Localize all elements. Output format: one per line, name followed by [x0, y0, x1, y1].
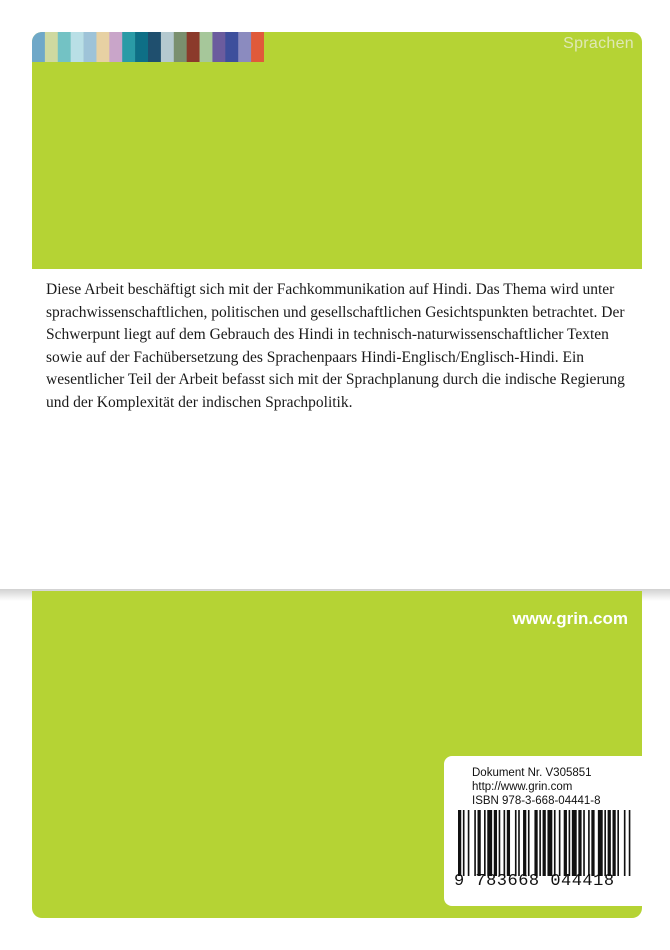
barcode-bar	[494, 810, 497, 876]
color-stripes	[32, 32, 264, 62]
barcode-bar	[515, 810, 517, 876]
barcode-graphic	[454, 810, 636, 876]
barcode-bar	[591, 810, 594, 876]
barcode-bar	[478, 810, 481, 876]
blurb-text: Diese Arbeit beschäftigt sich mit der Fachkommunikation auf Hindi. Das Thema wird unter sprachwissenschaftlichen, politischen und gesellschaftlichen Gesichtspunkten betrachtet. Der Schwerpunt liegt auf dem Gebrauch des Hindi in technisch-naturwissenschaftlicher Texten sowie auf der Fachübersetzung des Sprachenpaars Hindi-Englisch/Englisch-Hindi. Ein wesentlicher Teil der Arbeit befasst sich mit der Sprachplanung durch die indische Regierung und der Komplexität der indischen Sprachpolitik.	[46, 281, 625, 411]
isbn-number: ISBN 978-3-668-04441-8	[472, 795, 601, 807]
barcode-bar	[564, 810, 567, 876]
barcode-bar	[629, 810, 631, 876]
color-stripe	[58, 32, 71, 62]
barcode-bar	[468, 810, 470, 876]
barcode-bar	[598, 810, 603, 876]
color-stripe	[96, 32, 109, 62]
color-stripe	[225, 32, 238, 62]
barcode-bar	[499, 810, 501, 876]
publisher-website[interactable]: www.grin.com	[512, 609, 628, 628]
barcode-bar	[583, 810, 585, 876]
barcode-bar	[484, 810, 486, 876]
isbn-text	[472, 766, 601, 808]
barcode-bar	[534, 810, 537, 876]
color-stripe	[174, 32, 187, 62]
barcode-bar	[612, 810, 615, 876]
barcode-bar	[569, 810, 571, 876]
color-stripe	[238, 32, 251, 62]
color-stripe	[148, 32, 161, 62]
barcode-bar	[487, 810, 492, 876]
cover-top-panel	[32, 32, 642, 269]
barcode-bar	[463, 810, 465, 876]
color-stripe	[109, 32, 122, 62]
color-stripe	[32, 32, 45, 62]
color-stripe	[212, 32, 225, 62]
cover-bottom-panel	[32, 591, 642, 918]
category-label: Sprachen	[563, 35, 634, 52]
barcode-bar	[554, 810, 556, 876]
publisher-url[interactable]: http://www.grin.com	[472, 781, 573, 793]
blurb-area	[32, 269, 642, 591]
barcode-bar	[458, 810, 461, 876]
barcode-bar	[588, 810, 590, 876]
color-stripe	[71, 32, 84, 62]
color-stripe	[84, 32, 97, 62]
barcode-bar	[547, 810, 552, 876]
barcode-bar	[543, 810, 546, 876]
barcode-bar	[604, 810, 606, 876]
barcode-bar	[608, 810, 611, 876]
barcode-bar	[504, 810, 506, 876]
barcode-bar	[474, 810, 476, 876]
barcode-bar	[617, 810, 619, 876]
isbn-box	[444, 756, 642, 906]
barcode-bar	[528, 810, 530, 876]
barcode-bar	[518, 810, 520, 876]
barcode-bar	[559, 810, 561, 876]
color-stripe	[135, 32, 148, 62]
barcode-bar	[507, 810, 510, 876]
barcode-digits: 9 783668 044418	[454, 872, 615, 891]
color-stripe	[200, 32, 213, 62]
color-stripe	[161, 32, 174, 62]
barcode-bar	[572, 810, 577, 876]
barcode-bar	[539, 810, 541, 876]
color-stripe	[251, 32, 264, 62]
barcode-bar	[624, 810, 626, 876]
color-stripe	[187, 32, 200, 62]
barcode-bar	[578, 810, 581, 876]
color-stripe	[45, 32, 58, 62]
document-number: Dokument Nr. V305851	[472, 767, 592, 779]
barcode-bar	[523, 810, 526, 876]
color-stripe	[122, 32, 135, 62]
